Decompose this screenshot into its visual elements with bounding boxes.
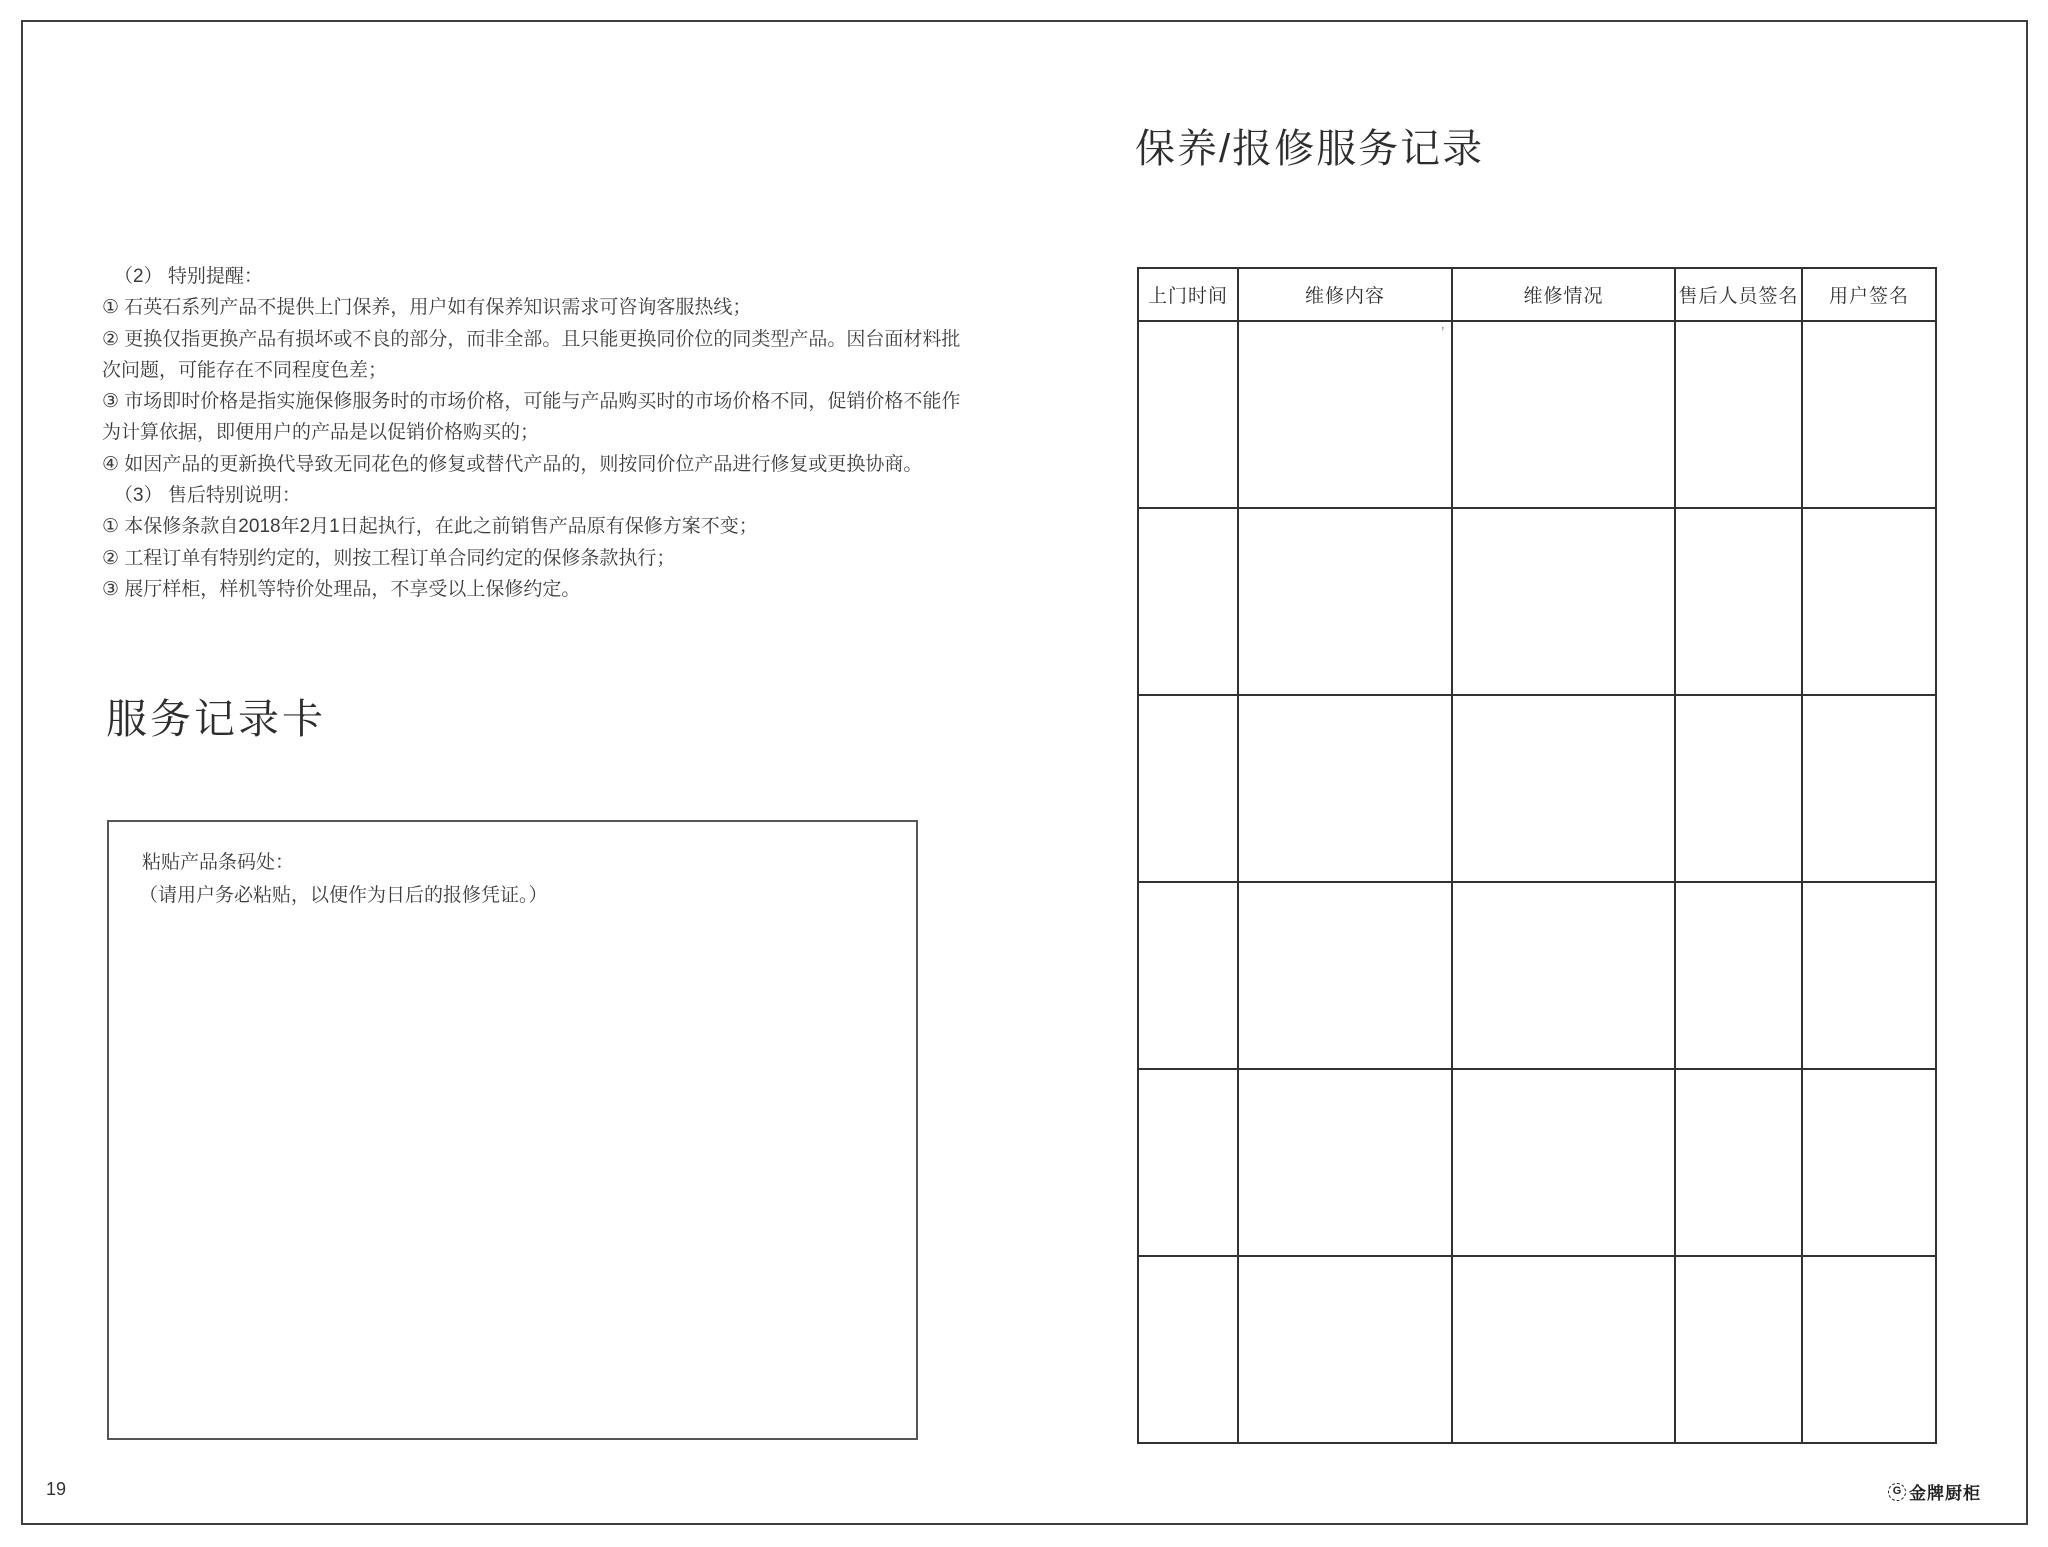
table-row — [1138, 1256, 1936, 1443]
table-cell-empty — [1675, 882, 1802, 1069]
brand-name: 金牌厨柜 — [1909, 1484, 1981, 1503]
table-cell-empty — [1138, 1069, 1238, 1256]
table-cell-empty — [1802, 508, 1936, 695]
table-cell-empty — [1802, 1069, 1936, 1256]
stray-print-mark: ’ — [1441, 324, 1445, 341]
table-header-row — [1138, 268, 1936, 321]
table-cell-empty — [1238, 1069, 1452, 1256]
note-line: 为计算依据，即便用户的产品是以促销价格购买的； — [102, 422, 540, 444]
note-line: ③ 市场即时价格是指实施保修服务时的市场价格，可能与产品购买时的市场价格不同，促销价格不能作 — [102, 391, 961, 413]
table-cell-empty — [1138, 321, 1238, 508]
note-line: ② 更换仅指更换产品有损坏或不良的部分，而非全部。且只能更换同价位的同类型产品。因台面材料批 — [102, 328, 961, 350]
table-row — [1138, 508, 1936, 695]
brand-logo — [1888, 1479, 1981, 1504]
table-cell-empty — [1802, 695, 1936, 882]
table-body — [1138, 321, 1936, 1443]
table-cell-empty — [1238, 508, 1452, 695]
table-cell-empty — [1452, 1069, 1675, 1256]
note-line: 次问题，可能存在不同程度色差； — [102, 359, 388, 381]
table-cell-empty — [1238, 321, 1452, 508]
table-cell-empty — [1675, 321, 1802, 508]
table-cell-empty — [1675, 695, 1802, 882]
col-header-user-signature: 用户签名 — [1802, 268, 1936, 321]
note-line: ③ 展厅样柜，样机等特价处理品，不享受以上保修约定。 — [102, 578, 581, 600]
service-record-card-title: 服务记录卡 — [106, 696, 326, 742]
table-cell-empty — [1238, 695, 1452, 882]
table-cell-empty — [1452, 695, 1675, 882]
col-header-repair-content: 维修内容 — [1238, 268, 1452, 321]
brand-g-icon: G — [1888, 1483, 1906, 1501]
warranty-notes — [102, 261, 960, 605]
barcode-box-note: （请用户务必粘贴，以便作为日后的报修凭证。） — [139, 885, 548, 906]
page-number: 19 — [46, 1479, 67, 1499]
note-line: ① 本保修条款自2018年2月1日起执行，在此之前销售产品原有保修方案不变； — [102, 516, 758, 538]
table-row — [1138, 1069, 1936, 1256]
service-record-table — [1137, 267, 1937, 1444]
table-cell-empty — [1675, 508, 1802, 695]
table-cell-empty — [1675, 1256, 1802, 1443]
table-cell-empty — [1238, 1256, 1452, 1443]
table-cell-empty — [1138, 882, 1238, 1069]
table-cell-empty — [1802, 321, 1936, 508]
col-header-visit-time: 上门时间 — [1138, 268, 1238, 321]
note-line: ① 石英石系列产品不提供上门保养，用户如有保养知识需求可咨询客服热线； — [102, 297, 752, 319]
note-line: （2） 特别提醒： — [114, 266, 263, 287]
col-header-repair-status: 维修情况 — [1452, 268, 1675, 321]
table-row — [1138, 321, 1936, 508]
note-line: （3） 售后特别说明： — [114, 485, 301, 507]
table-cell-empty — [1452, 508, 1675, 695]
table-cell-empty — [1675, 1069, 1802, 1256]
note-line: ④ 如因产品的更新换代导致无同花色的修复或替代产品的，则按同价位产品进行修复或更换协商。 — [102, 453, 923, 475]
col-header-service-staff-signature: 售后人员签名 — [1675, 268, 1802, 321]
note-line: ② 工程订单有特别约定的，则按工程订单合同约定的保修条款执行； — [102, 547, 676, 569]
table-cell-empty — [1138, 695, 1238, 882]
table-row — [1138, 695, 1936, 882]
barcode-paste-box — [107, 820, 918, 1440]
table-cell-empty — [1452, 1256, 1675, 1443]
table-cell-empty — [1802, 882, 1936, 1069]
table-cell-empty — [1238, 882, 1452, 1069]
table-cell-empty — [1138, 1256, 1238, 1443]
maintenance-record-title: 保养/报修服务记录 — [1135, 127, 1485, 171]
table-cell-empty — [1802, 1256, 1936, 1443]
table-cell-empty — [1452, 321, 1675, 508]
table-cell-empty — [1452, 882, 1675, 1069]
table-cell-empty — [1138, 508, 1238, 695]
table-row — [1138, 882, 1936, 1069]
barcode-box-label: 粘贴产品条码处： — [142, 852, 295, 873]
